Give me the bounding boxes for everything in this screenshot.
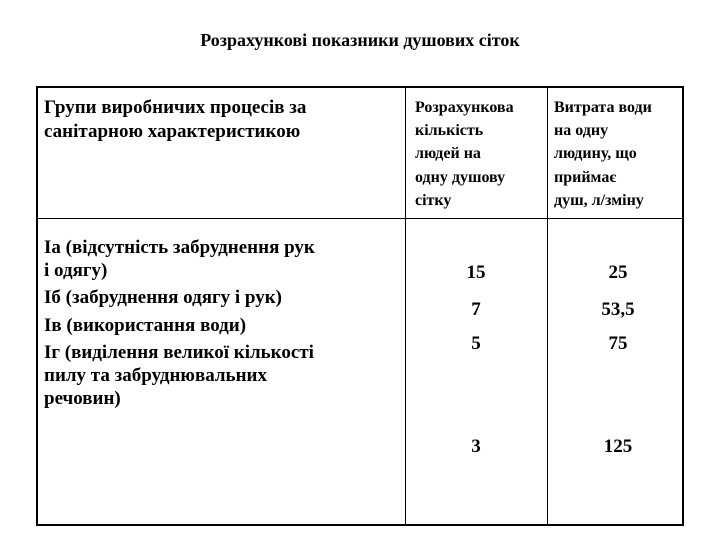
header-water-line: на одну <box>554 122 609 140</box>
header-divider <box>38 218 682 219</box>
group-line: Іа (відсутність забруднення рук <box>44 237 315 258</box>
header-water-line: людину, що <box>554 145 637 163</box>
header-groups: Групи виробничих процесів за санітарною характеристикою <box>44 97 307 142</box>
header-people-line: Розрахункова <box>415 99 514 116</box>
header-water-line: приймає <box>554 168 617 186</box>
group-line: речовин) <box>44 388 121 410</box>
header-water-line: душ, л/зміну <box>554 191 644 209</box>
header-people-line: кількість <box>415 122 484 140</box>
water-value: 25 <box>608 262 628 283</box>
header-people-line: людей на <box>415 145 481 163</box>
groups-list <box>44 236 404 410</box>
header-people-line: сітку <box>415 191 452 209</box>
header-people <box>415 96 545 212</box>
group-item <box>44 314 404 337</box>
column-divider <box>547 88 548 524</box>
water-value: 75 <box>608 333 628 354</box>
group-line: Іг (виділення великої кількості <box>44 341 314 363</box>
people-value: 3 <box>471 436 481 457</box>
header-water-line: Витрата води <box>554 99 652 116</box>
water-value: 125 <box>603 436 633 457</box>
group-item <box>44 341 404 411</box>
shower-table <box>36 86 684 526</box>
group-line: пилу та забруднювальних <box>44 364 267 386</box>
column-divider <box>405 88 406 524</box>
people-value: 7 <box>471 299 481 320</box>
group-line: і одягу) <box>44 260 108 282</box>
group-line: Іб (забруднення одягу і рук) <box>44 287 282 309</box>
header-water <box>554 96 684 212</box>
group-item <box>44 286 404 309</box>
people-value: 15 <box>466 262 486 283</box>
water-value: 53,5 <box>601 299 635 320</box>
group-line: Ів (використання води) <box>44 314 247 336</box>
people-value: 5 <box>471 333 481 354</box>
group-item <box>44 236 404 282</box>
header-people-line: одну душову <box>415 168 506 186</box>
page-title: Розрахункові показники душових сіток <box>200 30 520 50</box>
